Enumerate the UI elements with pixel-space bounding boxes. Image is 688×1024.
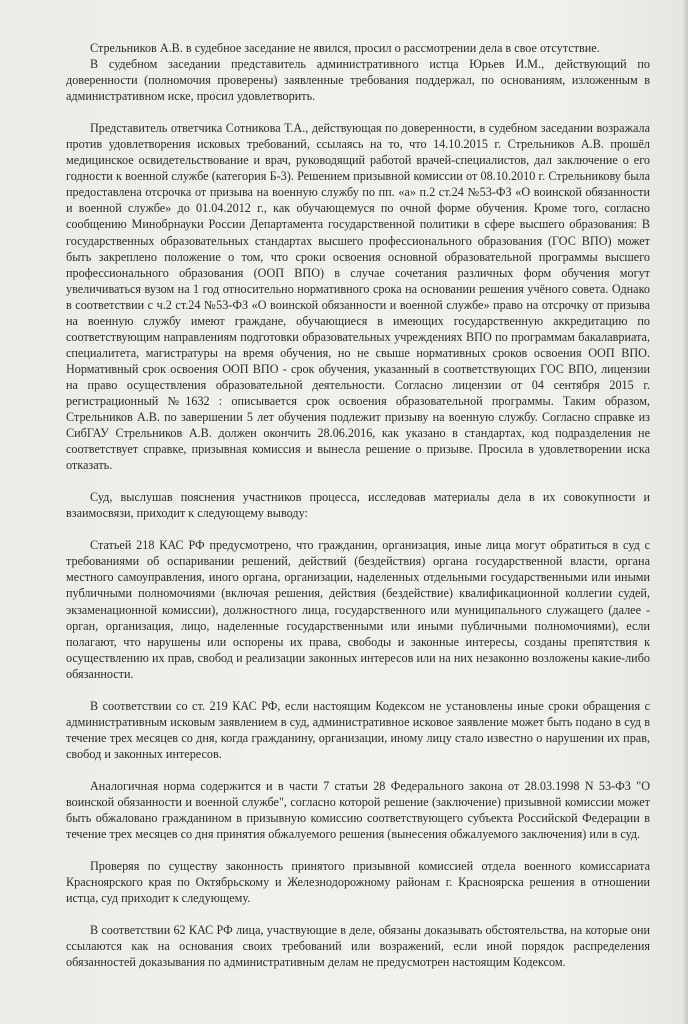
paragraph-article-62: В соответствии 62 КАС РФ лица, участвующие в деле, обязаны доказывать обстоятельства, на которые они ссылаются как на основания своих требований или возражений, если иной порядок распределения обязанностей доказывания по административным делам не предусмотрен настоящим Кодексом. [66,923,650,970]
paragraph-plaintiff-representative: В судебном заседании представитель административного истца Юрьев И.М., действующий по доверенности (полномочия проверены) заявленные требования поддержал, по основаниям, изложенным в административном иске, просил удовлетворить. [66,57,650,104]
paragraph-court-conclusion-intro: Суд, выслушав пояснения участников процесса, исследовав материалы дела в их совокупности и взаимосвязи, приходит к следующему выводу: [66,490,650,521]
paragraph-federal-law-53: Аналогичная норма содержится и в части 7 статьи 28 Федерального закона от 28.03.1998 N 53-ФЗ "О воинской обязанности и военной службе", согласно которой решение (заключение) призывной комиссии может быть обжаловано гражданином в призывную комиссию соответствующего субъекта Российской Федерации в течение трех месяцев со дня принятия обжалуемого решения (вынесения обжалуемого заключения) или в суд. [66,778,650,842]
paragraph-article-219: В соответствии со ст. 219 КАС РФ, если настоящим Кодексом не установлены иные сроки обращения с административным исковым заявлением в суд, административное исковое заявление может быть подано в суд в течение трех месяцев со дня, когда гражданину, организации, иному лицу стало известно о нарушении их прав, свобод и законных интересов. [66,698,650,761]
page-edge-shadow [682,0,688,1024]
paragraph-absence: Стрельников А.В. в судебное заседание не явился, просил о рассмотрении дела в свое отсутствие. [90,41,600,55]
paragraph-defendant-representative: Представитель ответчика Сотникова Т.А., действующая по доверенности, в судебном заседании возражала против удовлетворения исковых требований, ссылаясь на то, что 14.10.2015 г. Стрельников А.В. прошёл медицинское освидетельствование и врач, руководящий работой врачей-специалистов, дал заключение о его годности к военной службе (категория Б-3). Решением призывной комиссии от 08.10.2010 г. Стрельникову была предоставлена отсрочка от призыва на военную службу по пп. «а» п.2 ст.24 №53-ФЗ «О воинской обязанности и военной службе» до 01.04.2012 г., как обучающемуся по очной форме обучения. Кроме того, согласно сообщению Минобрнауки России Департамента государственной политики в сфере высшего образования: В государственных образовательных стандартах высшего профессионального образования (ГОС ВПО) может быть закреплено положение о том, что сроки освоения основной образовательной программы высшего профессионального образования (ООП ВПО) в случае сочетания различных форм обучения могут увеличиваться вузом на 1 год относительно нормативного срока на основании решения учёного совета. Однако в соответствии с ч.2 ст.24 №53-ФЗ «О воинской обязанности и военной службе» право на отсрочку от призыва на военную службу имеют граждане, обучающиеся в имеющих государственную аккредитацию по соответствующим направлениям подготовки образовательных учреждениях ВПО по программам бакалавриата, специалитета, магистратуры на время обучения, но не свыше нормативных сроков освоения ООП ВПО. Нормативный срок освоения ООП ВПО - срок обучения, указанный в соответствующих ГОС ВПО, лицензии на право осуществления образовательной деятельности. Согласно лицензии от 04 сентября 2015 г. регистрационный №1632 : описывается срок освоения образовательной программы. Таким образом, Стрельников А.В. по завершении 5 лет обучения подлежит призыву на военную службу. Согласно справке из СибГАУ Стрельников А.В. должен окончить 28.06.2016, как указано в стандартах, код подразделения не соответствует справке, призывная комиссия и вынесла решение о призыве. Просила в удовлетворении иска отказать. [66,121,650,473]
paragraph-article-218: Статьей 218 КАС РФ предусмотрено, что гражданин, организация, иные лица могут обратиться в суд с требованиями об оспаривании решений, действий (бездействия) органа государственной власти, органа местного самоуправления, иного органа, организации, наделенных отдельными государственными или иными публичными полномочиями (включая решения, действия (бездействие) квалификационной коллегии судей, экзаменационной комиссии), должностного лица, государственного или муниципального служащего (далее - орган, организация, лицо, наделенные государственными или иными публичными полномочиями), если полагают, что нарушены или оспорены их права, свободы и законные интересы, созданы препятствия к осуществлению их прав, свобод и реализации законных интересов или на них незаконно возложены какие-либо обязанности. [66,538,650,681]
paragraph-legality-check: Проверяя по существу законность принятого призывной комиссией отдела военного комиссариата Красноярского края по Октябрьскому и Железнодорожному районам г. Красноярска решения в отношении истца, суд приходит к следующему. [66,859,650,906]
document-body [66,40,650,970]
